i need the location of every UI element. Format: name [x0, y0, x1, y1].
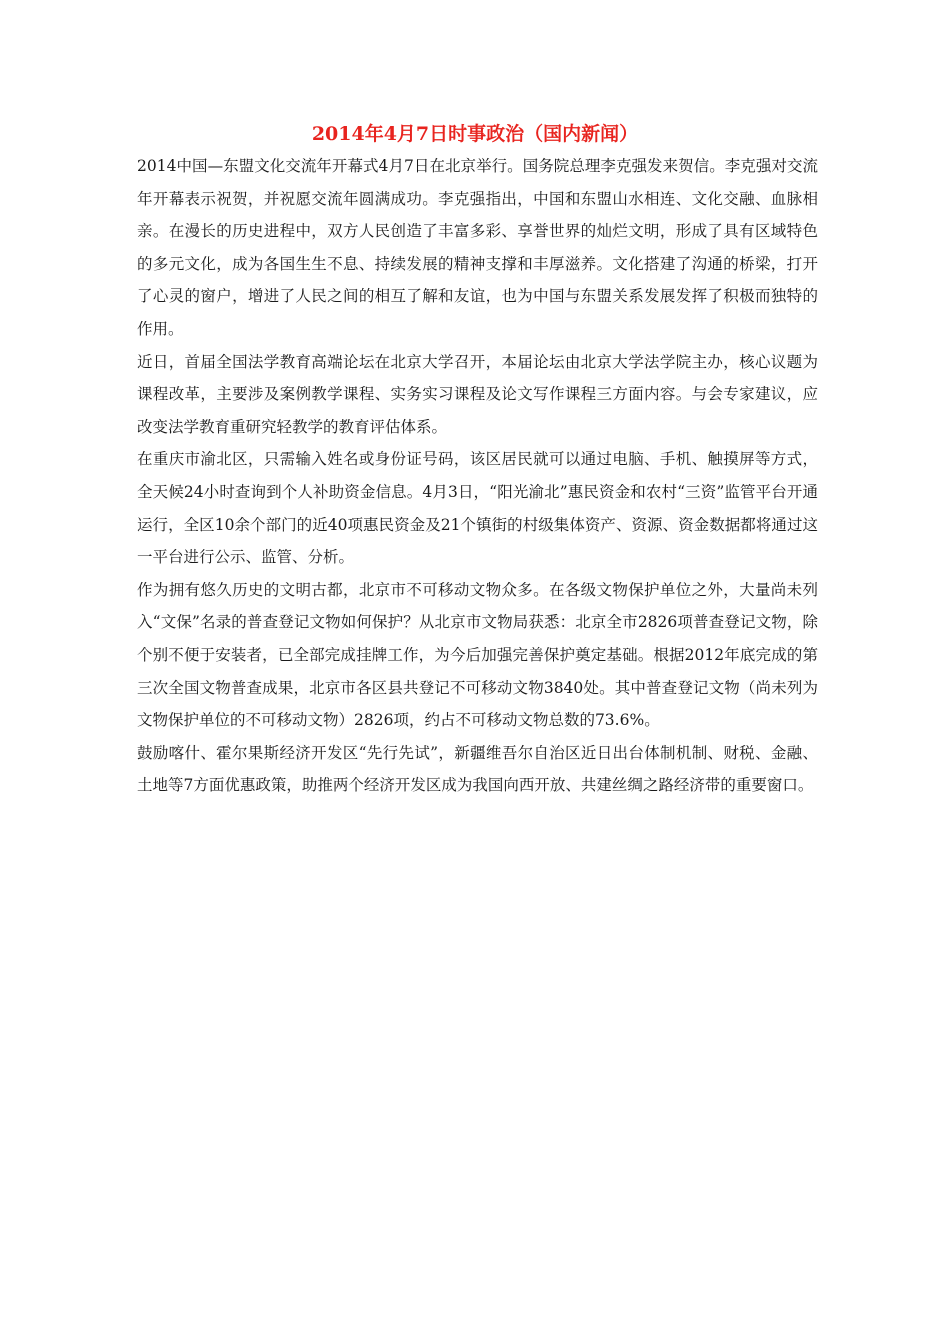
document-body: [137, 150, 818, 802]
news-paragraph-asean: 2014中国—东盟文化交流年开幕式4月7日在北京举行。国务院总理李克强发来贺信。李克强对交流年开幕表示祝贺，并祝愿交流年圆满成功。李克强指出，中国和东盟山水相连、文化交融、血脉相亲。在漫长的历史进程中，双方人民创造了丰富多彩、享誉世界的灿烂文明，形成了具有区域特色的多元文化，成为各国生生不息、持续发展的精神支撑和丰厚滋养。文化搭建了沟通的桥梁，打开了心灵的窗户，增进了人民之间的相互了解和友谊，也为中国与东盟关系发展发挥了积极而独特的作用。: [137, 157, 818, 338]
document-title: 2014年4月7日时事政治（国内新闻）: [311, 123, 639, 145]
news-paragraph-chongqing: 在重庆市渝北区，只需输入姓名或身份证号码，该区居民就可以通过电脑、手机、触摸屏等方式，全天候24小时查询到个人补助资金信息。4月3日，“阳光渝北”惠民资金和农村“三资”监管平台开通运行，全区10余个部门的近40项惠民资金及21个镇街的村级集体资产、资源、资金数据都将通过这一平台进行公示、监管、分析。: [137, 450, 818, 567]
news-paragraph-xinjiang: 鼓励喀什、霍尔果斯经济开发区“先行先试”，新疆维吾尔自治区近日出台体制机制、财税、金融、土地等7方面优惠政策，助推两个经济开发区成为我国向西开放、共建丝绸之路经济带的重要窗口。: [137, 743, 818, 795]
news-paragraph-law-forum: 近日，首届全国法学教育高端论坛在北京大学召开，本届论坛由北京大学法学院主办，核心议题为课程改革，主要涉及案例教学课程、实务实习课程及论文写作课程三方面内容。与会专家建议，应改变法学教育重研究轻教学的教育评估体系。: [137, 352, 818, 436]
news-paragraph-beijing-relics: 作为拥有悠久历史的文明古都，北京市不可移动文物众多。在各级文物保护单位之外，大量尚未列入“文保”名录的普查登记文物如何保护？从北京市文物局获悉：北京全市2826项普查登记文物，除个别不便于安装者，已全部完成挂牌工作，为今后加强完善保护奠定基础。根据2012年底完成的第三次全国文物普查成果，北京市各区县共登记不可移动文物3840处。其中普查登记文物（尚未列为文物保护单位的不可移动文物）2826项，约占不可移动文物总数的73.6%。: [137, 580, 818, 730]
